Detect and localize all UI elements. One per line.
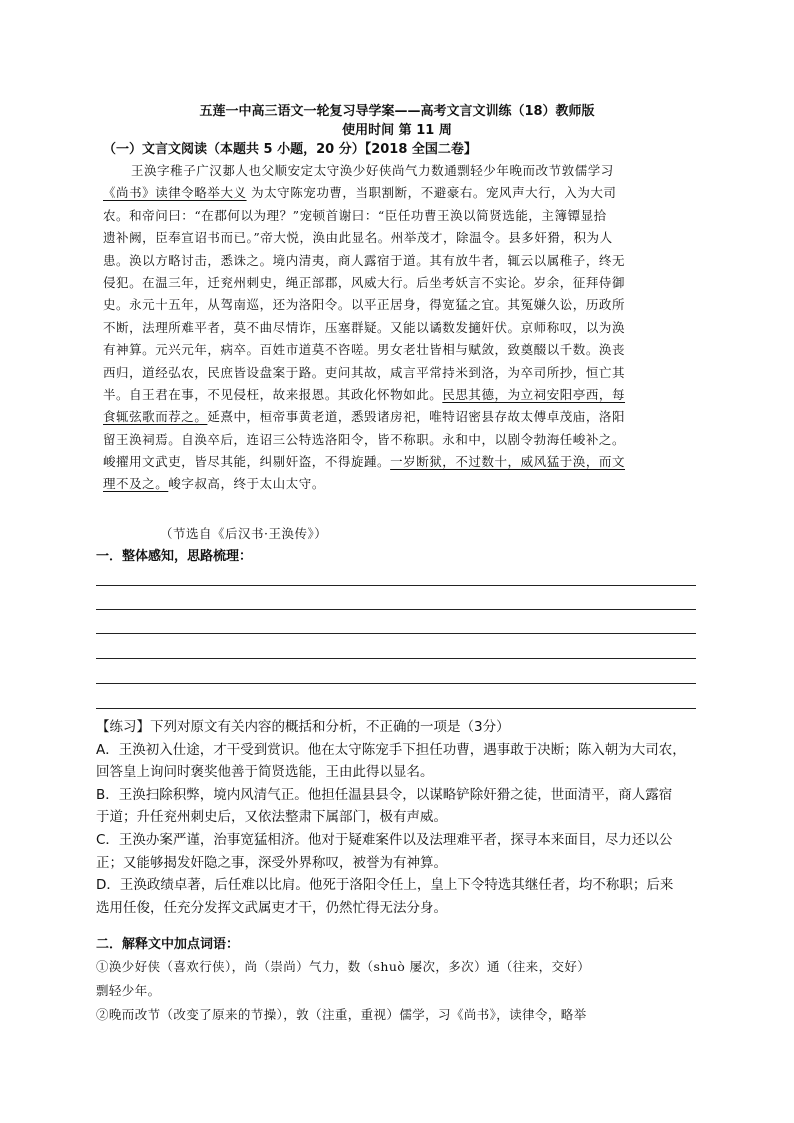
note-line: ②晚而改节（改变了原来的节操），敦（注重，重视）儒学，习《尚书》，读律令，略举 xyxy=(96,1007,587,1022)
passage-line: 遗补阙，臣奉宣诏书而已。”帝大悦，涣由此显名。州举茂才，除温令。县多奸猾，积为人 xyxy=(103,230,613,246)
option-line: 于道；升任兖州刺史后，又依法整肃下属部门，极有声威。 xyxy=(96,809,447,826)
passage-line: 有神算。元兴元年，病卒。百姓市道莫不咨嗟。男女老壮皆相与赋敛，致奠醊以千数。涣丧 xyxy=(103,342,626,358)
writing-line xyxy=(96,633,696,634)
underlined-text: 一岁断狱，不过数十，威风猛于涣，而文 xyxy=(390,454,626,470)
usage-time: 使用时间 第 11 周 xyxy=(342,123,452,138)
question-stem: 【练习】下列对原文有关内容的概括和分析，不正确的一项是（3分） xyxy=(96,719,510,735)
writing-line xyxy=(96,708,696,709)
underlined-text: 理不及之。 xyxy=(103,476,169,492)
passage-line: 食辄弦歌而荐之。延熹中，桓帝事黄老道，悉毁诸房祀，唯特诏密县存故太傅卓茂庙，洛阳 xyxy=(103,409,626,425)
passage-line: 峻擢用文武吏，皆尽其能，纠剔奸盗，不得旋踵。一岁断狱，不过数十，威风猛于涣，而文 xyxy=(103,454,626,470)
passage-line: 西归，道经弘农，民庶皆设盘案于路。吏问其故，咸言平常持米到洛，为卒司所抄，恒亡其 xyxy=(103,364,626,380)
writing-line xyxy=(96,683,696,684)
passage-line: 侵犯。在温三年，迁兖州刺史，绳正部郡，风威大行。后坐考妖言不实论。岁余，征拜侍御 xyxy=(103,274,626,290)
section-heading: （一）文言文阅读（本题共 5 小题，20 分）【2018 全国二卷】 xyxy=(103,142,477,157)
passage-source: （节选自《后汉书·王涣传》） xyxy=(160,526,328,541)
passage-line: 王涣字稚子广汉郪人也父顺安定太守涣少好侠尚气力数通剽轻少年晚而改节敦儒学习 xyxy=(131,163,614,178)
option-line: D．王涣政绩卓著，后任难以比肩。他死于洛阳令任上，皇上下令特选其继任者，均不称职；后来 xyxy=(96,877,674,894)
practice-question xyxy=(96,716,698,919)
passage-line: 《尚书》读律令略举大义 为太守陈宠功曹，当职割断，不避豪右。宠风声大行，入为大司 xyxy=(103,185,617,201)
passage-line: 半。自王君在事，不见侵枉，故来报恩。其政化怀物如此。民思其德，为立祠安阳亭西，每 xyxy=(103,386,626,402)
option-line: C．王涣办案严谨，治事宽猛相济。他对于疑难案件以及法理难平者，探寻本来面目，尽力还以公 xyxy=(96,831,673,848)
part2-heading: 二．解释文中加点词语： xyxy=(96,937,240,952)
option-line: 正；又能够揭发奸隐之事，深受外界称叹，被誉为有神算。 xyxy=(96,854,447,871)
word-notes xyxy=(96,955,698,1027)
passage-line: 患。涣以方略讨击，悉诛之。境内清夷，商人露宿于道。其有放牛者，辄云以属稚子，终无 xyxy=(103,252,626,268)
note-line: 剽轻少年。 xyxy=(96,983,161,998)
writing-line xyxy=(96,658,696,659)
passage-line: 不断，法理所难平者，莫不曲尽情诈，压塞群疑。又能以谲数发擿奸伏。京师称叹，以为涣 xyxy=(103,319,626,335)
page-title: 五莲一中高三语文一轮复习导学案——高考文言文训练（18）教师版 xyxy=(199,104,595,119)
writing-line xyxy=(96,609,696,610)
part1-heading: 一．整体感知，思路梳理： xyxy=(96,549,253,564)
writing-line xyxy=(96,585,696,586)
note-line: ①涣少好侠（喜欢行侠），尚（崇尚）气力，数（shuò 屡次，多次）通（往来，交好） xyxy=(96,959,591,974)
underlined-text: 民思其德，为立祠安阳亭西，每 xyxy=(442,386,626,402)
underlined-text: 《尚书》读律令略举大义 xyxy=(103,185,247,201)
passage-line: 史。永元十五年，从驾南巡，还为洛阳令。以平正居身，得宽猛之宜。其冤嫌久讼，历政所 xyxy=(103,297,626,313)
option-line: B．王涣扫除积弊，境内风清气正。他担任温县县令，以谋略铲除奸猾之徒，世面清平，商人露宿 xyxy=(96,786,673,803)
passage-line: 农。和帝问曰：“在郡何以为理？”宠顿首谢曰：“臣任功曹王涣以简贤选能，主簿镡显拾 xyxy=(103,207,607,223)
option-line: A．王涣初入仕途，才干受到赏识。他在太守陈宠手下担任功曹，遇事敢于决断；陈入朝为大司农， xyxy=(96,741,686,758)
passage-line: 留王涣祠焉。自涣卒后，连诏三公特选洛阳令，皆不称职。永和中，以剧令勃海任峻补之。 xyxy=(103,431,626,447)
option-line: 选用任俊，任充分发挥文武属吏才干，仍然忙得无法分身。 xyxy=(96,899,447,916)
underlined-text: 食辄弦歌而荐之。 xyxy=(103,409,208,425)
classical-passage xyxy=(103,160,696,496)
passage-line: 理不及之。峻字叔高，终于太山太守。 xyxy=(103,476,325,492)
option-line: 回答皇上询问时褒奖他善于简贤选能，王由此得以显名。 xyxy=(96,764,434,781)
